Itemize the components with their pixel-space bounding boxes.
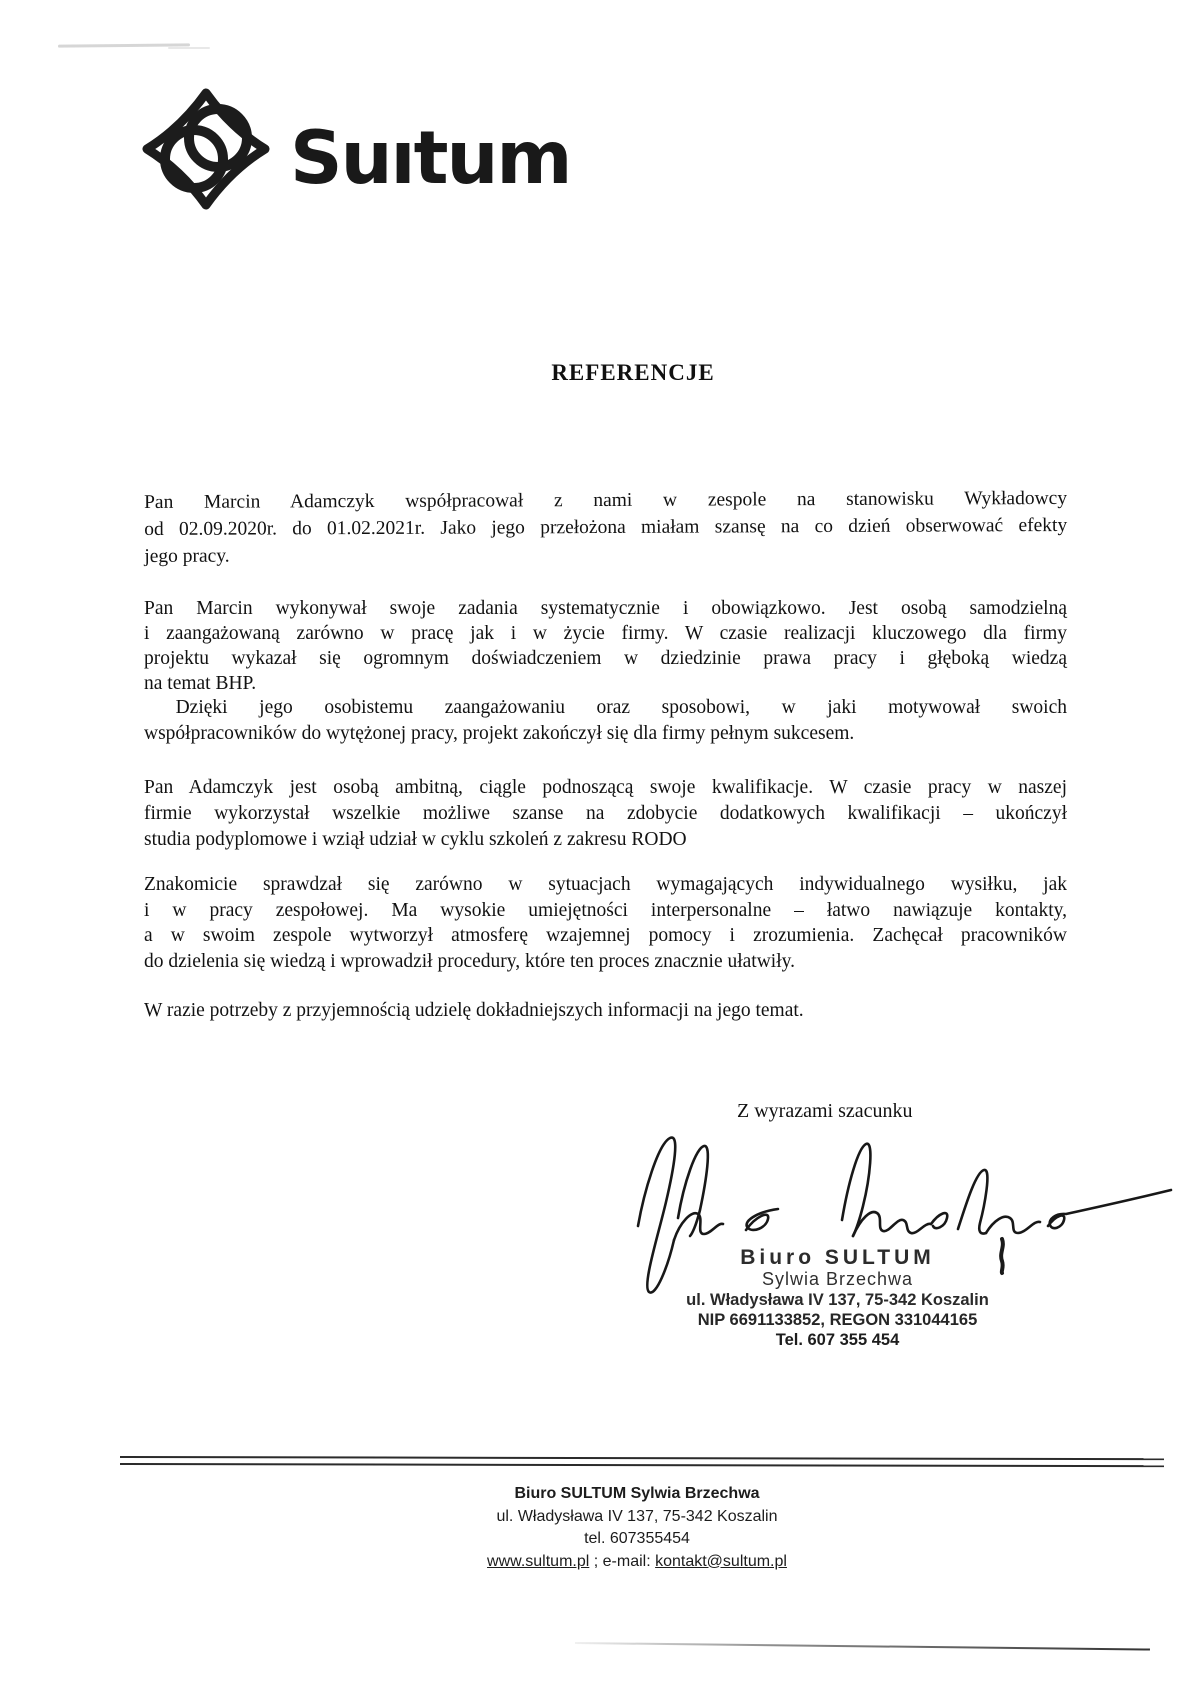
- text-line: W razie potrzeby z przyjemnością udzielę dokładniejszych informacji na jego temat.: [144, 1000, 804, 1021]
- text-line: a w swoim zespole wytworzył atmosferę wzajemnej pomocy i zrozumienia. Zachęcał pracowników: [144, 925, 1067, 946]
- stamp-person-name: Sylwia Brzechwa: [761, 1269, 914, 1289]
- scan-artifact-line: [575, 1642, 1150, 1651]
- text-line: i zaangażowaną zarówno w pracę jak i w życie firmy. W czasie realizacji kluczowego dla firmy: [144, 623, 1067, 644]
- text-line: projektu wykazał się ogromnym doświadczeniem w dziedzinie prawa pracy i głęboką wiedzą: [144, 648, 1067, 669]
- footer-divider: [120, 1456, 1164, 1467]
- footer-email-link: kontakt@sultum.pl: [655, 1552, 787, 1570]
- paragraph-project-success: [144, 695, 1067, 746]
- company-logo: [142, 86, 571, 211]
- text-line: jego pracy.: [144, 545, 230, 567]
- closing-salutation: Z wyrazami szacunku: [737, 1100, 913, 1122]
- text-line: współpracowników do wytężonej pracy, projekt zakończył się dla firmy pełnym sukcesem.: [144, 722, 855, 744]
- stamp-address: ul. Władysława IV 137, 75-342 Koszalin: [686, 1291, 989, 1309]
- paragraph-teamwork: [144, 872, 1067, 974]
- paragraph-duties: [144, 596, 1067, 696]
- scan-artifact-smudge: [168, 47, 210, 49]
- stamp-company-name: Biuro SULTUM: [740, 1246, 935, 1269]
- text-line: na temat BHP.: [144, 673, 257, 694]
- text-line: i w pracy zespołowej. Ma wysokie umiejętności interpersonalne – łatwo nawiązuje kontakty,: [144, 899, 1067, 921]
- footer-website-link: www.sultum.pl: [487, 1552, 590, 1570]
- text-line: Pan Marcin wykonywał swoje zadania systematycznie i obowiązkowo. Jest osobą samodzielną: [144, 598, 1067, 619]
- text-line: od 02.09.2020r. do 01.02.2021r. Jako jego przełożona miałam szansę na co dzień obserwować efekty: [144, 514, 1068, 540]
- footer-contact-line: [337, 1551, 937, 1574]
- stamp-tax-ids: NIP 6691133852, REGON 331044165: [697, 1311, 978, 1329]
- page-footer: [337, 1483, 937, 1573]
- paragraph-contact-offer: [144, 998, 1067, 1024]
- text-line: Pan Adamczyk jest osobą ambitną, ciągle podnoszącą swoje kwalifikacje. W czasie pracy w naszej: [144, 777, 1067, 798]
- paragraph-intro: [144, 485, 1067, 570]
- footer-phone: tel. 607355454: [584, 1530, 690, 1547]
- text-line: firmie wykorzystał wszelkie możliwe szanse na zdobycie dodatkowych kwalifikacji – ukończył: [144, 803, 1067, 824]
- footer-address: ul. Władysława IV 137, 75-342 Koszalin: [496, 1507, 778, 1525]
- pen-mark-artifact: [996, 1236, 1008, 1276]
- stamp-phone: Tel. 607 355 454: [775, 1331, 900, 1349]
- sultum-logo-icon: [142, 88, 270, 210]
- text-line: do dzielenia się wiedzą i wprowadził procedury, które ten proces znacznie ułatwiły.: [144, 950, 795, 972]
- text-line: Znakomicie sprawdzał się zarówno w sytuacjach wymagających indywidualnego wysiłku, jak: [144, 874, 1067, 895]
- footer-company-name: Biuro SULTUM Sylwia Brzechwa: [514, 1485, 760, 1502]
- logo-wordmark: Suıtum: [290, 116, 571, 201]
- handwritten-signature: [628, 1116, 1173, 1306]
- text-line: Dzięki jego osobistemu zaangażowaniu oraz sposobowi, w jaki motywował swoich: [144, 697, 1067, 718]
- paragraph-qualifications: [144, 775, 1067, 853]
- text-line: Pan Marcin Adamczyk współpracował z nami w zespole na stanowisku Wykładowcy: [144, 487, 1068, 513]
- text-line: studia podyplomowe i wziął udział w cyklu szkoleń z zakresu RODO: [144, 829, 687, 850]
- letter-title: REFERENCJE: [551, 360, 715, 385]
- footer-contact-separator: ; e-mail:: [589, 1552, 656, 1570]
